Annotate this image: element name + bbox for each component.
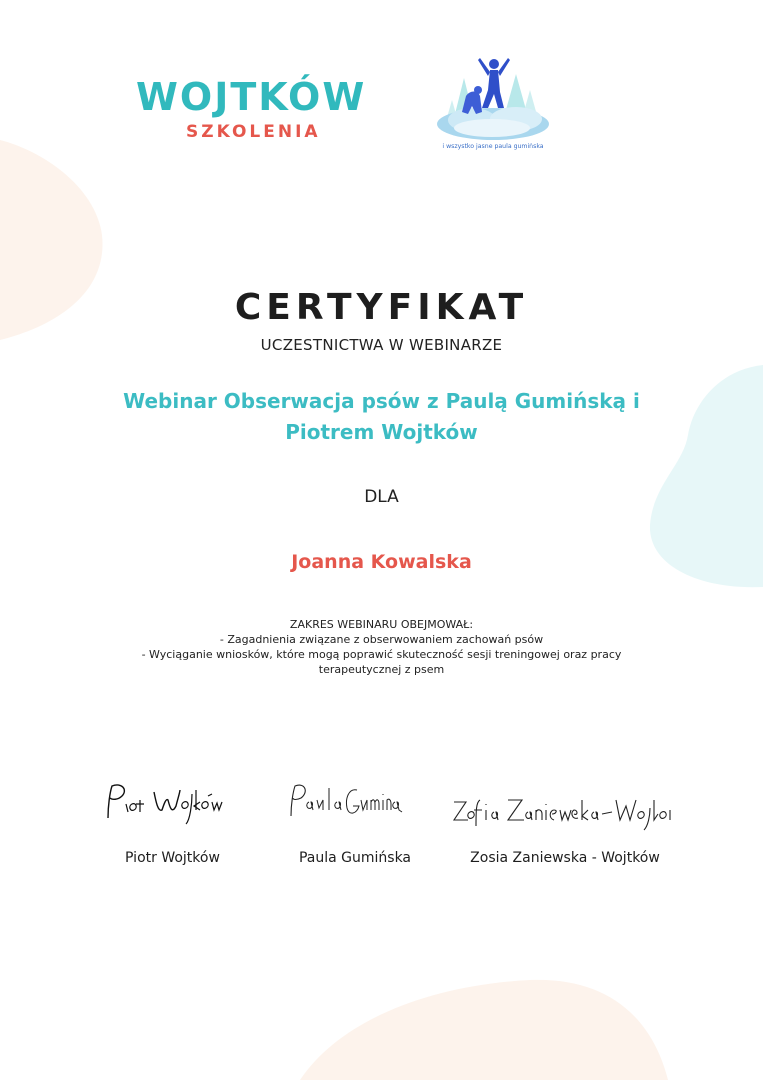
for-label: DLA	[364, 487, 399, 507]
scope-heading: ZAKRES WEBINARU OBEJMOWAŁ:	[289, 618, 474, 631]
recipient-name: Joanna Kowalska	[291, 551, 472, 573]
scope-item: terapeutycznej z psem	[318, 663, 445, 676]
signer-name-paula: Paula Gumińska	[298, 850, 412, 866]
webinar-title: Webinar Obserwacja psów z Paulą Gumińską i Piotrem Wojtków	[123, 389, 640, 444]
certificate-title: CERTYFIKAT	[234, 287, 529, 328]
scope-item: - Zagadnienia związane z obserwowaniem zachowań psów	[219, 633, 544, 646]
signature-zosia-zaniewska-wojtkow	[448, 792, 673, 832]
signature-piotr-wojtkow	[100, 780, 225, 830]
signer-name-piotr: Piotr Wojtków	[125, 850, 220, 866]
signer-name-zosia: Zosia Zaniewska - Wojtków	[470, 850, 660, 866]
company-logo	[136, 75, 386, 142]
i-wszystko-jasne-badge	[432, 56, 554, 152]
logo-sub-text: SZKOLENIA	[186, 122, 321, 142]
background-blob-bottom	[300, 960, 670, 1080]
webinar-scope	[90, 617, 673, 677]
scope-item: - Wyciąganie wniosków, które mogą poprawić skuteczność sesji treningowej oraz pracy	[141, 648, 622, 661]
certificate-subtitle: UCZESTNICTWA W WEBINARZE	[260, 336, 503, 354]
signature-paula-guminska	[287, 782, 405, 830]
badge-tagline: i wszystko jasne paula gumińska	[442, 143, 544, 150]
logo-brand-text: WOJTKÓW	[136, 75, 367, 119]
